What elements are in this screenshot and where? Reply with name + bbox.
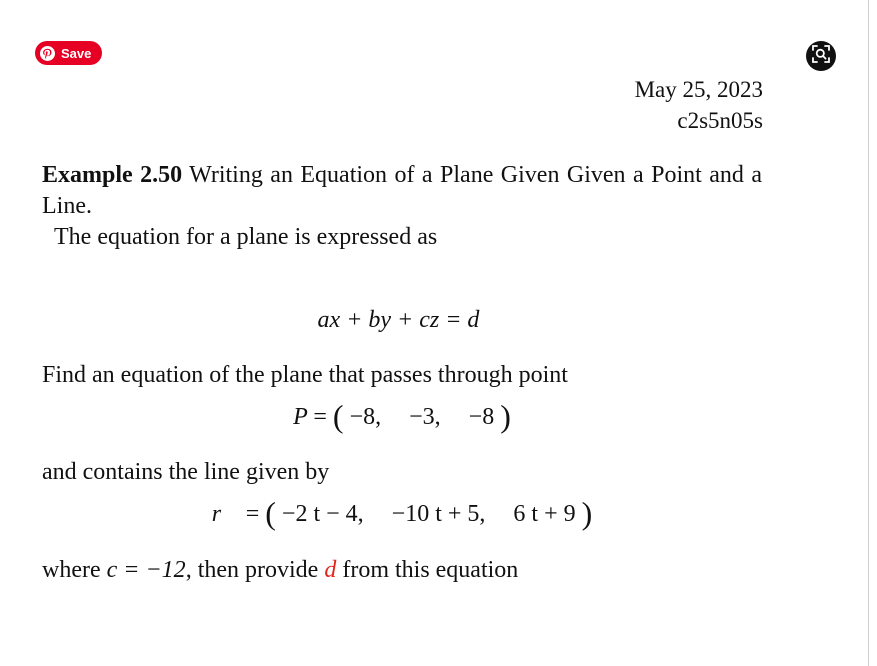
point-equation: P = ( −8, −3, −8 ) <box>293 398 511 434</box>
pinterest-save-button[interactable] <box>35 41 102 65</box>
document-meta <box>635 74 763 136</box>
point-x: −8, <box>349 404 382 430</box>
document-date: May 25, 2023 <box>634 77 763 102</box>
line-x: −2 t − 4, <box>281 501 364 527</box>
find-text: Find an equation of the plane that passes through point <box>42 362 568 388</box>
visual-search-icon <box>811 44 831 68</box>
intro-text: The equation for a plane is expressed as <box>54 224 438 250</box>
where-condition: c = −12 <box>106 557 186 583</box>
line-y: −10 t + 5, <box>391 501 486 527</box>
line-z: 6 t + 9 <box>513 501 576 527</box>
point-label: P <box>293 404 308 430</box>
where-suffix: from this equation <box>342 557 519 583</box>
page-border <box>868 0 869 666</box>
line-equation: r⃗ = ( −2 t − 4, −10 t + 5, 6 t + 9 ) <box>211 495 593 531</box>
document-code: c2s5n05s <box>677 108 763 133</box>
point-y: −3, <box>409 404 441 430</box>
point-z: −8 <box>468 404 495 430</box>
highlighted-variable: d <box>324 557 337 583</box>
example-heading: Example 2.50 <box>42 162 183 188</box>
where-middle: , then provide <box>185 557 319 583</box>
line-label: r⃗ <box>211 501 240 527</box>
example-title <box>42 160 762 222</box>
where-text <box>42 555 762 586</box>
plane-equation: ax + by + cz = d <box>317 307 480 333</box>
example-title-text: Writing an Equation of a Plane Given Given a Point and a Line. <box>42 162 762 219</box>
example-content <box>42 160 762 586</box>
visual-search-button[interactable] <box>806 41 836 71</box>
pinterest-icon <box>40 46 55 61</box>
where-prefix: where <box>42 557 101 583</box>
save-label: Save <box>61 45 92 61</box>
and-text: and contains the line given by <box>42 459 330 485</box>
